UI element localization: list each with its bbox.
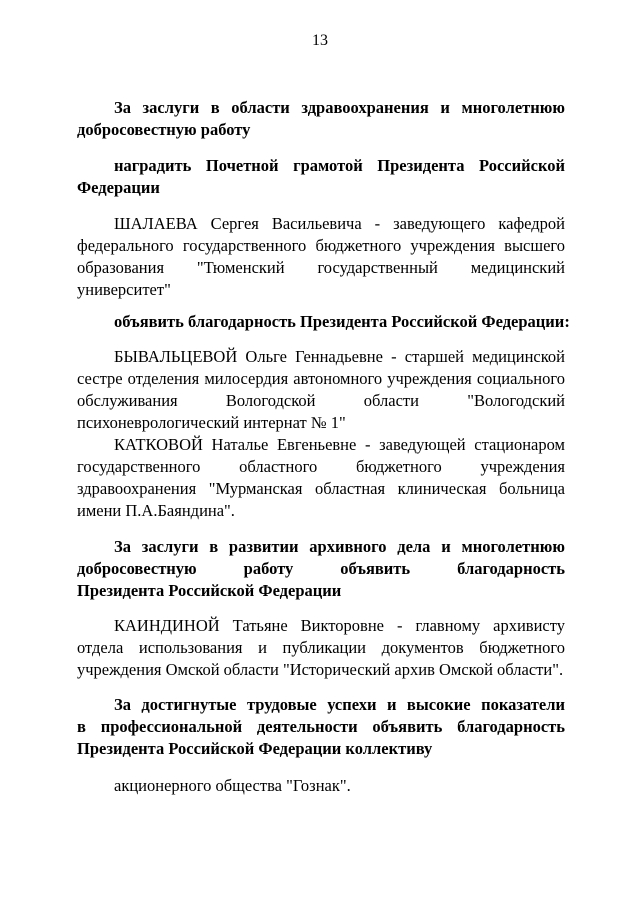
recipient-katkova-line-2: государственного областного бюджетного учреждения [77, 457, 565, 476]
award-heading-healthcare-line-2: добросовестную работу [77, 120, 251, 139]
award-heading-labor-line-1: За достигнутые трудовые успехи и высокие показатели [114, 695, 565, 714]
award-heading-labor-line-3: Президента Российской Федерации коллективу [77, 739, 433, 758]
award-heading-archives-line-1: За заслуги в развитии архивного дела и многолетнюю [114, 537, 565, 556]
award-heading-healthcare-line-1: За заслуги в области здравоохранения и многолетнюю [114, 98, 565, 117]
recipient-byvaltseva-line-2: сестре отделения милосердия автономного учреждения социального [77, 369, 565, 388]
award-heading-archives-line-2: добросовестную работу объявить благодарность [77, 559, 565, 578]
recipient-katkova-line-1: КАТКОВОЙ Наталье Евгеньевне - заведующей стационаром [114, 435, 565, 454]
page-number: 13 [312, 32, 328, 49]
recipient-katkova-line-4: имени П.А.Баяндина". [77, 501, 235, 520]
recipient-kaindina-line-2: отдела использования и публикации документов бюджетного [77, 638, 565, 657]
recipient-shalaev-line-1: ШАЛАЕВА Сергея Васильевича - заведующего кафедрой [114, 214, 565, 233]
recipient-byvaltseva-line-3: обслуживания Вологодской области "Вологодский [77, 391, 565, 410]
recipient-shalaev-line-3: образования "Тюменский государственный медицинский [77, 258, 565, 277]
recipient-kaindina-line-3: учреждения Омской области "Исторический архив Омской области". [77, 660, 564, 679]
recipient-kaindina-line-1: КАИНДИНОЙ Татьяне Викторовне - главному архивисту [114, 616, 565, 635]
recipient-byvaltseva-line-1: БЫВАЛЬЦЕВОЙ Ольге Геннадьевне - старшей медицинской [114, 347, 565, 366]
recipient-byvaltseva-line-4: психоневрологический интернат № 1" [77, 413, 346, 432]
recipient-goznak: акционерного общества "Гознак". [114, 776, 351, 795]
award-type-certificate-line-2: Федерации [77, 178, 160, 197]
award-type-gratitude: объявить благодарность Президента Российской Федерации: [114, 312, 570, 331]
award-type-certificate-line-1: наградить Почетной грамотой Президента Российской [114, 156, 565, 175]
recipient-shalaev-line-2: федерального государственного бюджетного учреждения высшего [77, 236, 565, 255]
award-heading-labor-line-2: в профессиональной деятельности объявить благодарность [77, 717, 565, 736]
recipient-katkova-line-3: здравоохранения "Мурманская областная клиническая больница [77, 479, 565, 498]
award-heading-archives-line-3: Президента Российской Федерации [77, 581, 342, 600]
recipient-shalaev-line-4: университет" [77, 280, 171, 299]
